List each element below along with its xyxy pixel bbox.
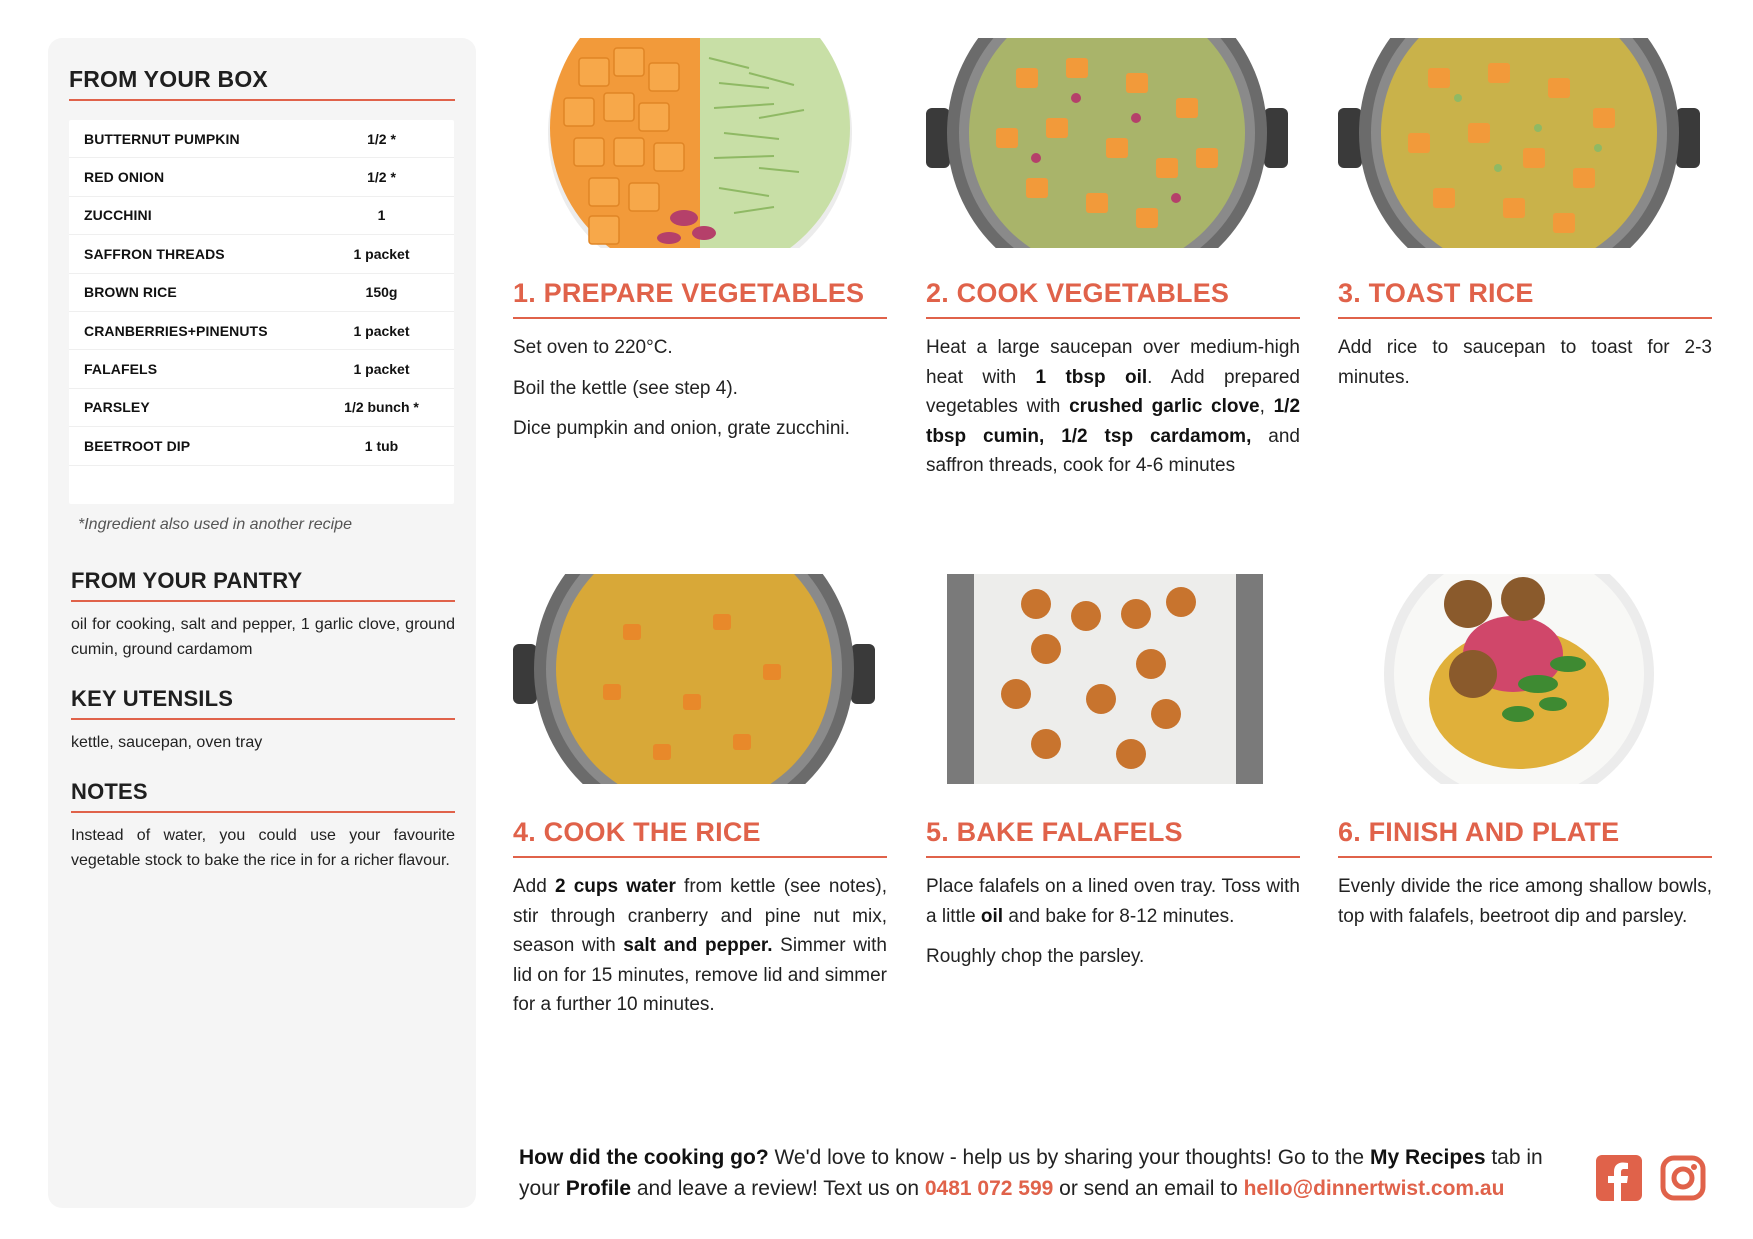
text: Add rice to saucepan to toast for 2-3 minutes. [1338,337,1712,388]
step-paragraph [513,414,887,444]
text: Boil the kettle (see step 4). [513,377,738,399]
text: , [1259,396,1274,417]
text: from kettle (see notes), stir through cranberry and pine nut mix, season with [513,876,888,956]
notes-text: Instead of water, you could use your favourite vegetable stock to bake the rice in for a richer flavour. [71,826,455,869]
step-paragraph [513,333,887,363]
step-6-title: 6. FINISH AND PLATE [1338,817,1712,858]
ingredient-qty: 1 tub [364,437,399,454]
contact-link[interactable]: hello@dinnertwist.com.au [1243,1177,1505,1200]
ingredient-row [69,197,454,235]
text: Simmer with lid on for 15 minutes, remove lid and simmer for a further 10 minutes. [513,935,887,1015]
ingredient-qty: 1 [377,207,386,224]
text: and leave a review! Text us on [631,1177,925,1200]
step-2-photo [926,38,1288,248]
utensils-heading: KEY UTENSILS [71,686,455,720]
text: Heat a large saucepan over medium-high heat with [926,337,1300,388]
text: and saffron threads, cook for 4-6 minutes [926,425,1300,476]
ingredient-row [69,274,454,312]
notes-heading: NOTES [71,779,455,813]
step-3-photo [1338,38,1700,248]
ingredient-qty: 1 packet [353,322,410,339]
step-2-title: 2. COOK VEGETABLES [926,278,1300,319]
footnote: *Ingredient also used in another recipe [78,515,352,533]
ingredient-qty: 1 packet [353,245,410,262]
bold-text: 2 cups water [554,876,676,897]
bold-text: 1/2 tbsp cumin, 1/2 tsp cardamom, [926,396,1301,447]
step-5-body [926,872,1300,983]
ingredient-qty: 1/2 bunch * [344,399,419,416]
ingredient-name: FALAFELS [84,361,158,378]
pantry-heading: FROM YOUR PANTRY [71,568,455,602]
step-4-body [513,872,887,1031]
bold-text: crushed garlic clove [1069,396,1260,417]
contact-link[interactable]: 0481 072 599 [924,1177,1054,1200]
ingredients-table [69,120,454,504]
ingredient-row [69,235,454,273]
text: Place falafels on a lined oven tray. Toss with a little [926,876,1300,927]
text: Set oven to 220°C. [513,337,673,358]
text: Roughly chop the parsley. [926,946,1145,967]
ingredient-name: BUTTERNUT PUMPKIN [84,130,240,147]
ingredient-name: ZUCCHINI [84,207,152,224]
step-1-photo [519,38,881,248]
ingredient-qty: 150g [365,284,398,301]
step-1-body [513,333,887,455]
utensils-text: kettle, saucepan, oven tray [71,733,263,751]
text: Dice pumpkin and onion, grate zucchini. [513,418,850,439]
ingredient-name: BEETROOT DIP [84,437,191,454]
text: tab in your [519,1146,1543,1200]
utensils-section [69,686,455,755]
ingredient-row [69,350,454,388]
bold-text: 1 tbsp oil [1035,366,1148,388]
facebook-icon[interactable] [1596,1155,1642,1206]
table-spacer [69,466,454,504]
step-6-photo [1338,574,1700,784]
step-5-photo [926,574,1288,784]
step-4-title: 4. COOK THE RICE [513,817,887,858]
bold-text: How did the cooking go? [519,1146,769,1169]
step-paragraph [1338,872,1712,931]
ingredient-name: CRANBERRIES+PINENUTS [84,322,268,339]
step-3-body [1338,333,1712,403]
ingredient-name: RED ONION [84,169,165,186]
ingredient-qty: 1/2 * [367,130,396,147]
text: Add [513,876,555,897]
sidebar [48,38,476,1208]
ingredient-row [69,120,454,158]
step-2-body [926,333,1300,492]
bold-text: My Recipes [1369,1146,1486,1169]
text: or send an email to [1053,1177,1244,1200]
step-1-title: 1. PREPARE VEGETABLES [513,278,887,319]
text: and bake for 8-12 minutes. [1003,905,1235,927]
step-6-body [1338,872,1712,942]
bold-text: oil [980,905,1004,927]
ingredient-name: PARSLEY [84,399,150,416]
notes-section [69,779,455,873]
bold-text: salt and pepper. [623,935,773,956]
step-paragraph [926,872,1300,931]
bold-text: Profile [565,1177,632,1200]
ingredient-row [69,427,454,465]
step-4-photo [513,574,875,784]
step-paragraph [1338,333,1712,392]
step-paragraph [926,942,1300,972]
step-paragraph [926,333,1300,481]
text: We'd love to know - help us by sharing your thoughts! Go to the [768,1146,1370,1169]
ingredient-qty: 1/2 * [367,169,396,186]
ingredient-qty: 1 packet [353,361,410,378]
step-5-title: 5. BAKE FALAFELS [926,817,1300,858]
ingredient-name: BROWN RICE [84,284,177,301]
ingredient-row [69,389,454,427]
text: . Add prepared vegetables with [926,366,1300,417]
text: Evenly divide the rice among shallow bowls, top with falafels, beetroot dip and parsley. [1338,876,1712,927]
feedback-footer [519,1142,1579,1204]
step-paragraph [513,374,887,404]
step-paragraph [513,872,887,1020]
ingredient-row [69,158,454,196]
step-3-title: 3. TOAST RICE [1338,278,1712,319]
box-heading: FROM YOUR BOX [69,66,455,101]
pantry-section [69,568,455,662]
instagram-icon[interactable] [1660,1155,1706,1206]
pantry-text: oil for cooking, salt and pepper, 1 garlic clove, ground cumin, ground cardamom [71,615,455,658]
ingredient-row [69,312,454,350]
ingredient-name: SAFFRON THREADS [84,245,225,262]
